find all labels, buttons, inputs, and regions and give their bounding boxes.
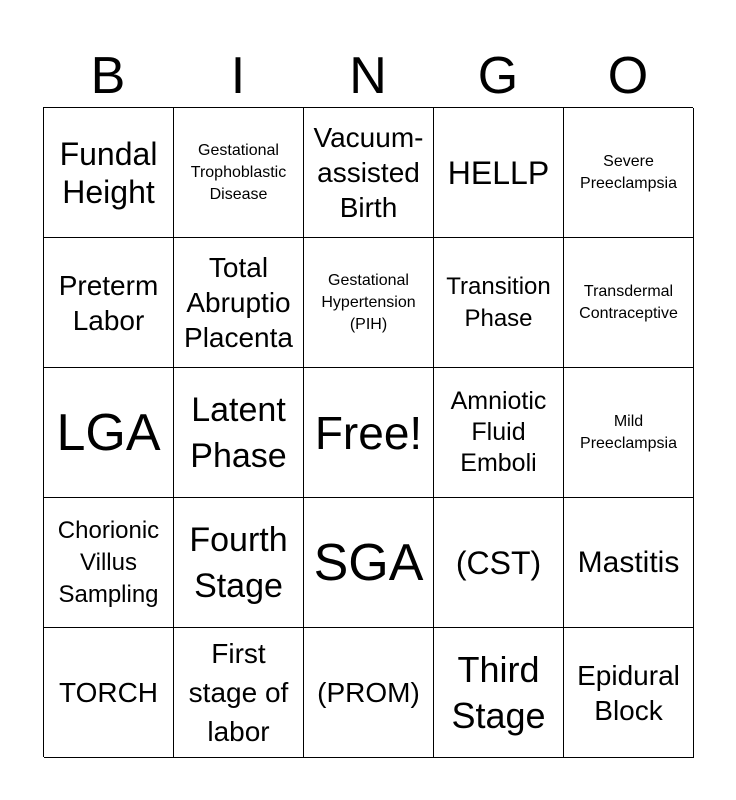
bingo-cell[interactable] <box>174 368 304 498</box>
cell-text: Vacuum-assisted Birth <box>313 122 424 223</box>
cell-text: Fundal Height <box>59 135 158 210</box>
cell-text: Third Stage <box>451 648 546 736</box>
bingo-cell[interactable] <box>44 368 174 498</box>
cell-text: Fourth Stage <box>189 520 288 605</box>
bingo-cell[interactable] <box>434 238 564 368</box>
cell-text: First stage of labor <box>188 638 289 747</box>
cell-text: Epidural Block <box>577 659 680 726</box>
cell-text: SGA <box>313 533 424 592</box>
cell-text: Mastitis <box>577 545 680 579</box>
bingo-cell[interactable] <box>304 498 434 628</box>
bingo-cell[interactable] <box>434 498 564 628</box>
bingo-cell[interactable] <box>44 108 174 238</box>
cell-text: LGA <box>56 403 161 462</box>
cell-text: Gestational Hypertension (PIH) <box>321 271 416 333</box>
bingo-cell[interactable] <box>564 628 694 758</box>
bingo-cell[interactable] <box>174 498 304 628</box>
cell-text: Transdermal Contraceptive <box>579 282 678 322</box>
cell-text: Gestational Trophoblastic Disease <box>190 141 287 203</box>
cell-text: (CST) <box>455 544 542 581</box>
header-letter-b: B <box>90 47 126 105</box>
bingo-cell[interactable] <box>564 238 694 368</box>
bingo-cell[interactable] <box>44 498 174 628</box>
cell-text: Preterm Labor <box>58 269 159 336</box>
bingo-cell[interactable] <box>174 108 304 238</box>
bingo-cell[interactable] <box>174 628 304 758</box>
bingo-cell[interactable] <box>44 628 174 758</box>
header-letter-n: N <box>349 47 387 105</box>
header-letter-i: I <box>230 47 246 105</box>
bingo-cell[interactable] <box>564 498 694 628</box>
bingo-cell[interactable] <box>564 108 694 238</box>
cell-text: Total Abruptio Placenta <box>184 252 293 353</box>
bingo-cell[interactable] <box>174 238 304 368</box>
bingo-cell[interactable] <box>564 368 694 498</box>
bingo-cell[interactable] <box>304 628 434 758</box>
cell-text: Latent Phase <box>190 390 287 475</box>
free-space-cell[interactable] <box>304 368 434 498</box>
bingo-cell[interactable] <box>434 108 564 238</box>
cell-text: Amniotic Fluid Emboli <box>450 387 547 477</box>
bingo-cell[interactable] <box>304 238 434 368</box>
cell-text: Chorionic Villus Sampling <box>57 516 160 608</box>
bingo-cell[interactable] <box>434 628 564 758</box>
bingo-header <box>43 44 693 108</box>
cell-text: Transition Phase <box>446 272 551 332</box>
header-letter-o: O <box>607 47 649 105</box>
cell-text: TORCH <box>58 677 159 708</box>
bingo-cell[interactable] <box>44 238 174 368</box>
cell-text: Mild Preeclampsia <box>580 412 677 452</box>
bingo-cell[interactable] <box>304 108 434 238</box>
cell-text: HELLP <box>447 154 550 191</box>
bingo-cell[interactable] <box>434 368 564 498</box>
bingo-board <box>43 107 693 757</box>
free-space-text: Free! <box>314 406 423 459</box>
header-letter-g: G <box>477 47 519 105</box>
cell-text: (PROM) <box>317 677 420 708</box>
cell-text: Severe Preeclampsia <box>580 152 677 192</box>
